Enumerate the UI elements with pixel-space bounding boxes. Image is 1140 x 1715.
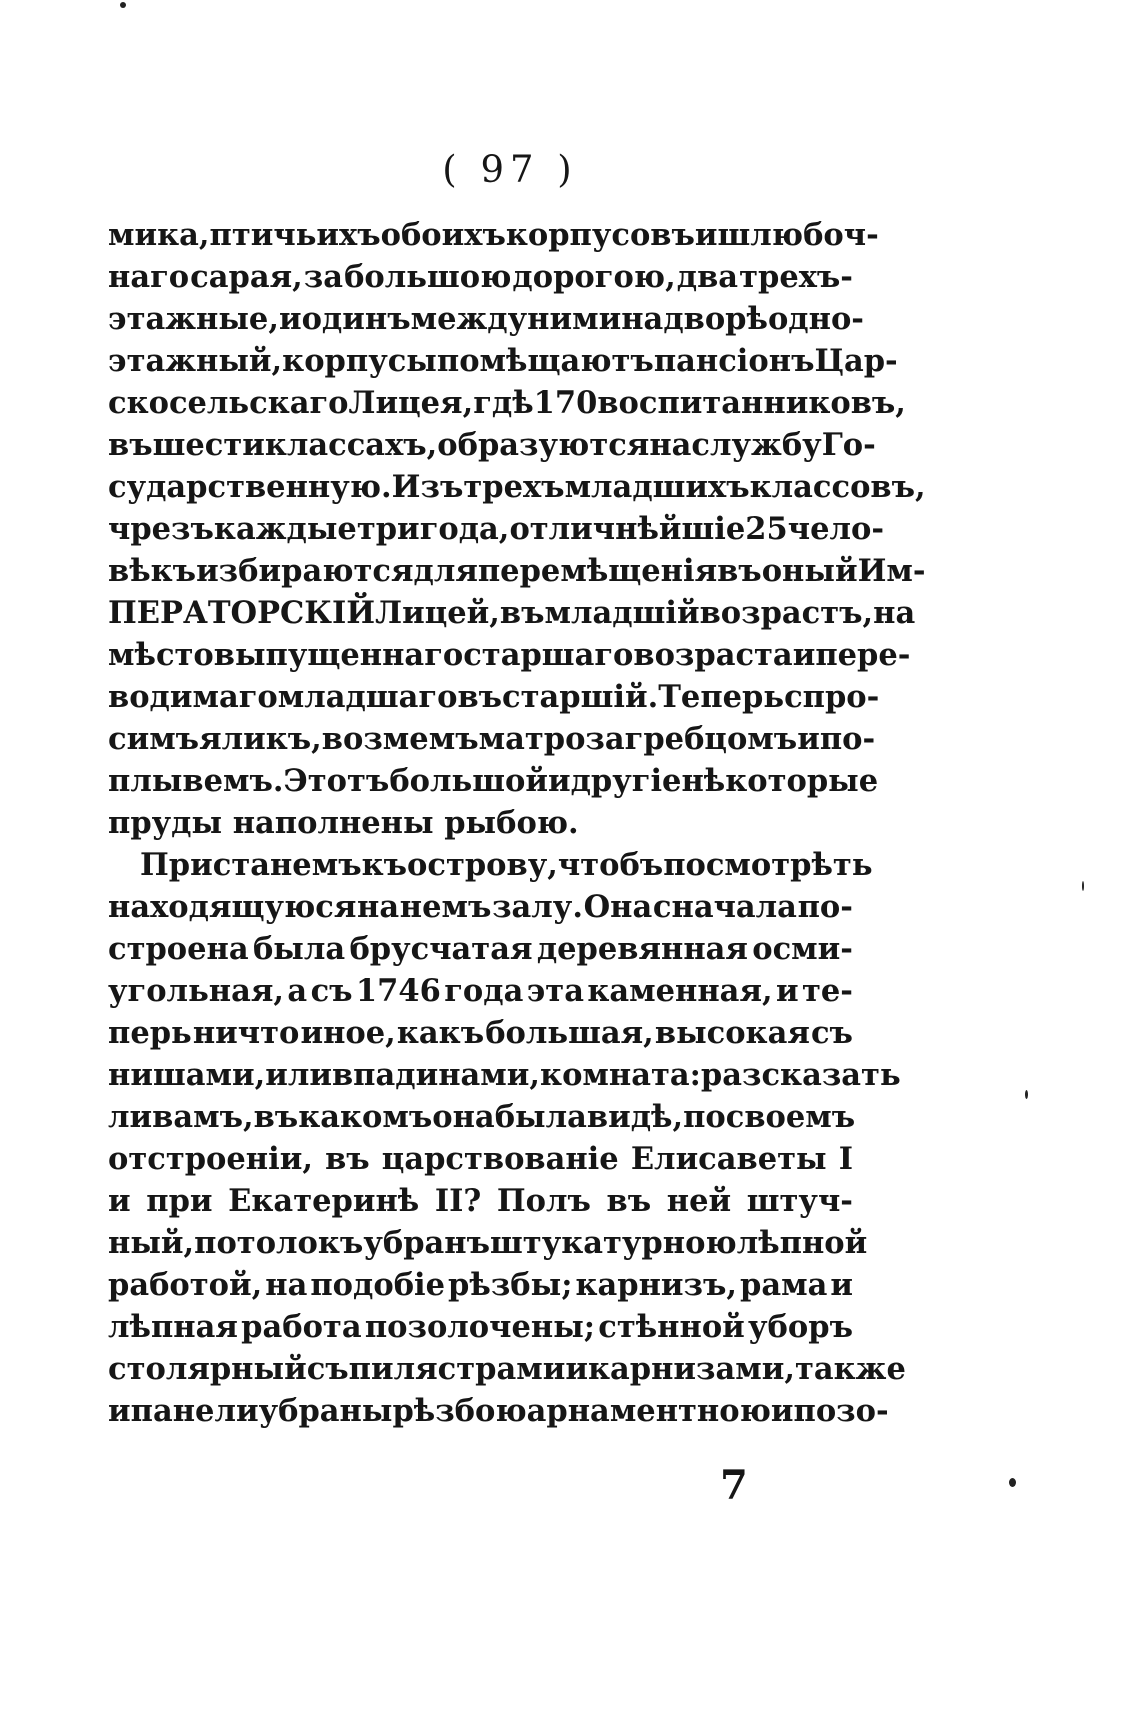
text-line: въ шести классахъ, образуются на службу Го- [108, 427, 876, 463]
text-line: вѣкъ избираются для перемѣщенія въ оный Им- [108, 553, 926, 589]
text-line: мѣсто выпущеннаго старшаго возраста и пере- [108, 637, 911, 673]
text-line: наго сарая, за большою дорогою, два трехъ- [108, 259, 853, 295]
ink-speck [1009, 1478, 1016, 1487]
text-line: этажный, корпусы помѣщаютъ пансіонъ Цар- [108, 343, 898, 379]
text-line: столярный съ пилястрами и карнизами, также [108, 1351, 906, 1387]
text-line: водимаго младшаго въ старшій. Теперь спро- [108, 679, 880, 715]
ink-speck [120, 2, 126, 8]
ink-speck [1082, 881, 1084, 891]
text-line: чрезъ каждые три года, отличнѣйшіе 25 чело- [108, 511, 884, 547]
text-line: сударственную. Изъ трехъ младшихъ классовъ, [108, 469, 926, 505]
text-line: пруды наполнены рыбою. [108, 805, 579, 841]
text-line: нишами, или впадинами, комната: разсказать [108, 1057, 901, 1093]
text-line: этажные, и одинъ между ними на дворѣ одно- [108, 301, 864, 337]
text-line: находящуюся на немъ залу. Она сначала по- [108, 889, 853, 925]
text-line: отстроеніи, въ царствованіе Елисаветы I [108, 1141, 853, 1177]
text-line: ПЕРАТОРСКІЙ Лицей, въ младшій возрастъ, на [108, 595, 916, 631]
text-line: скосельскаго Лицея, гдѣ 170 воспитанниковъ, [108, 385, 906, 421]
body-text [108, 214, 926, 1432]
text-line: и при Екатеринѣ II? Полъ въ ней штуч- [108, 1183, 853, 1219]
page-number: ( 97 ) [442, 148, 578, 191]
text-line: симъ яликъ, возмемъ матроза гребцомъ и по- [108, 721, 876, 757]
text-line: угольная, а съ 1746 года эта каменная, и те- [108, 973, 853, 1009]
text-line: работой, на подобіе рѣзбы; карнизъ, рама и [108, 1267, 853, 1303]
text-line: мика, птичьихъ обоихъ корпусовъ и шлюбоч- [108, 217, 879, 253]
ink-speck [1025, 1090, 1028, 1099]
text-line: и панели убраны рѣзбою арнаментною и позо- [108, 1393, 889, 1429]
text-line: ный, потолокъ убранъ штукатурною лѣпной [108, 1225, 868, 1261]
text-line: ли вамъ, въ какомъ она была видѣ, по своемъ [108, 1099, 856, 1135]
text-line: плывемъ. Этотъ большой и другіе нѣкоторые [108, 763, 879, 799]
text-line: перь ничто иное, какъ большая, высокая съ [108, 1015, 853, 1051]
text-line: лѣпная работа позолочены; стѣнной уборъ [108, 1309, 853, 1345]
text-line: Пристанемъ къ острову, чтобъ посмотрѣть [140, 847, 873, 883]
text-line: строена была брусчатая деревянная осми- [108, 931, 853, 967]
signature-mark: 7 [720, 1462, 748, 1509]
